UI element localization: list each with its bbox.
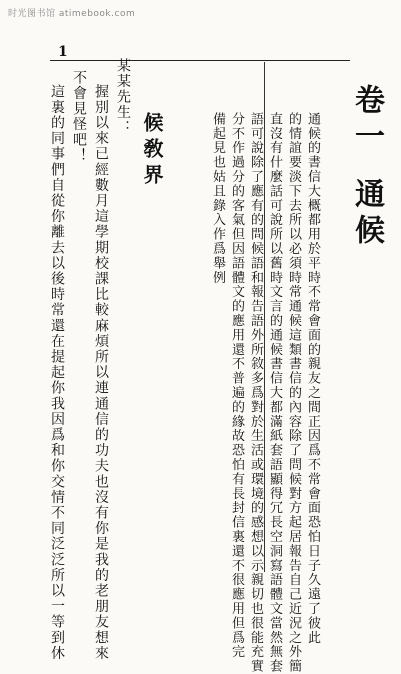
letter-salutation: 某某先生：: [115, 58, 131, 136]
header-rule: [50, 60, 350, 61]
letter-line: 握別以來已經數月這學期校課比較麻煩所以連通信的功夫也沒有你是我的老朋友想來: [93, 84, 109, 662]
chapter-label: 卷一: [349, 84, 384, 156]
intro-line: 分不作過分的客氣但因語體文的應用還不普遍的緣故恐怕有長封信裏還不很應用但爲完: [229, 112, 244, 660]
section-title: 候敎界: [140, 112, 164, 190]
intro-line: 備起見也姑且錄入作爲舉例: [210, 112, 225, 285]
intro-line: 通候的書信大概都用於平時不常會面的親友之間正因爲不常會面恐怕日子久遠了彼此: [305, 112, 320, 645]
intro-line: 語可說除了應有的問候語和報告語外所敘多爲對於生活或環境的感想以示親切也很能充實: [248, 112, 263, 674]
watermark-text: 时光图书馆 atimebook.com: [8, 9, 136, 19]
chapter-title: 通候: [349, 178, 384, 250]
page-number: 1: [58, 44, 68, 60]
intro-line: 的情誼要淡下去所以必須時常通候這類書信的內容除了問候對方起居報告自己近況之外簡: [286, 112, 301, 674]
intro-line: 直沒有什麼話可說所以舊時文言的通候書信大都滿紙套語顯得冗長空洞寫語體文當然無套: [267, 112, 282, 674]
column-divider: [264, 62, 265, 572]
letter-line: 不會見怪吧！: [71, 70, 87, 164]
chapter-heading: [349, 84, 384, 250]
letter-line: 這裏的同事們自從你離去以後時常還在提起你我因爲和你交情不同泛泛所以一等到休: [49, 84, 65, 662]
